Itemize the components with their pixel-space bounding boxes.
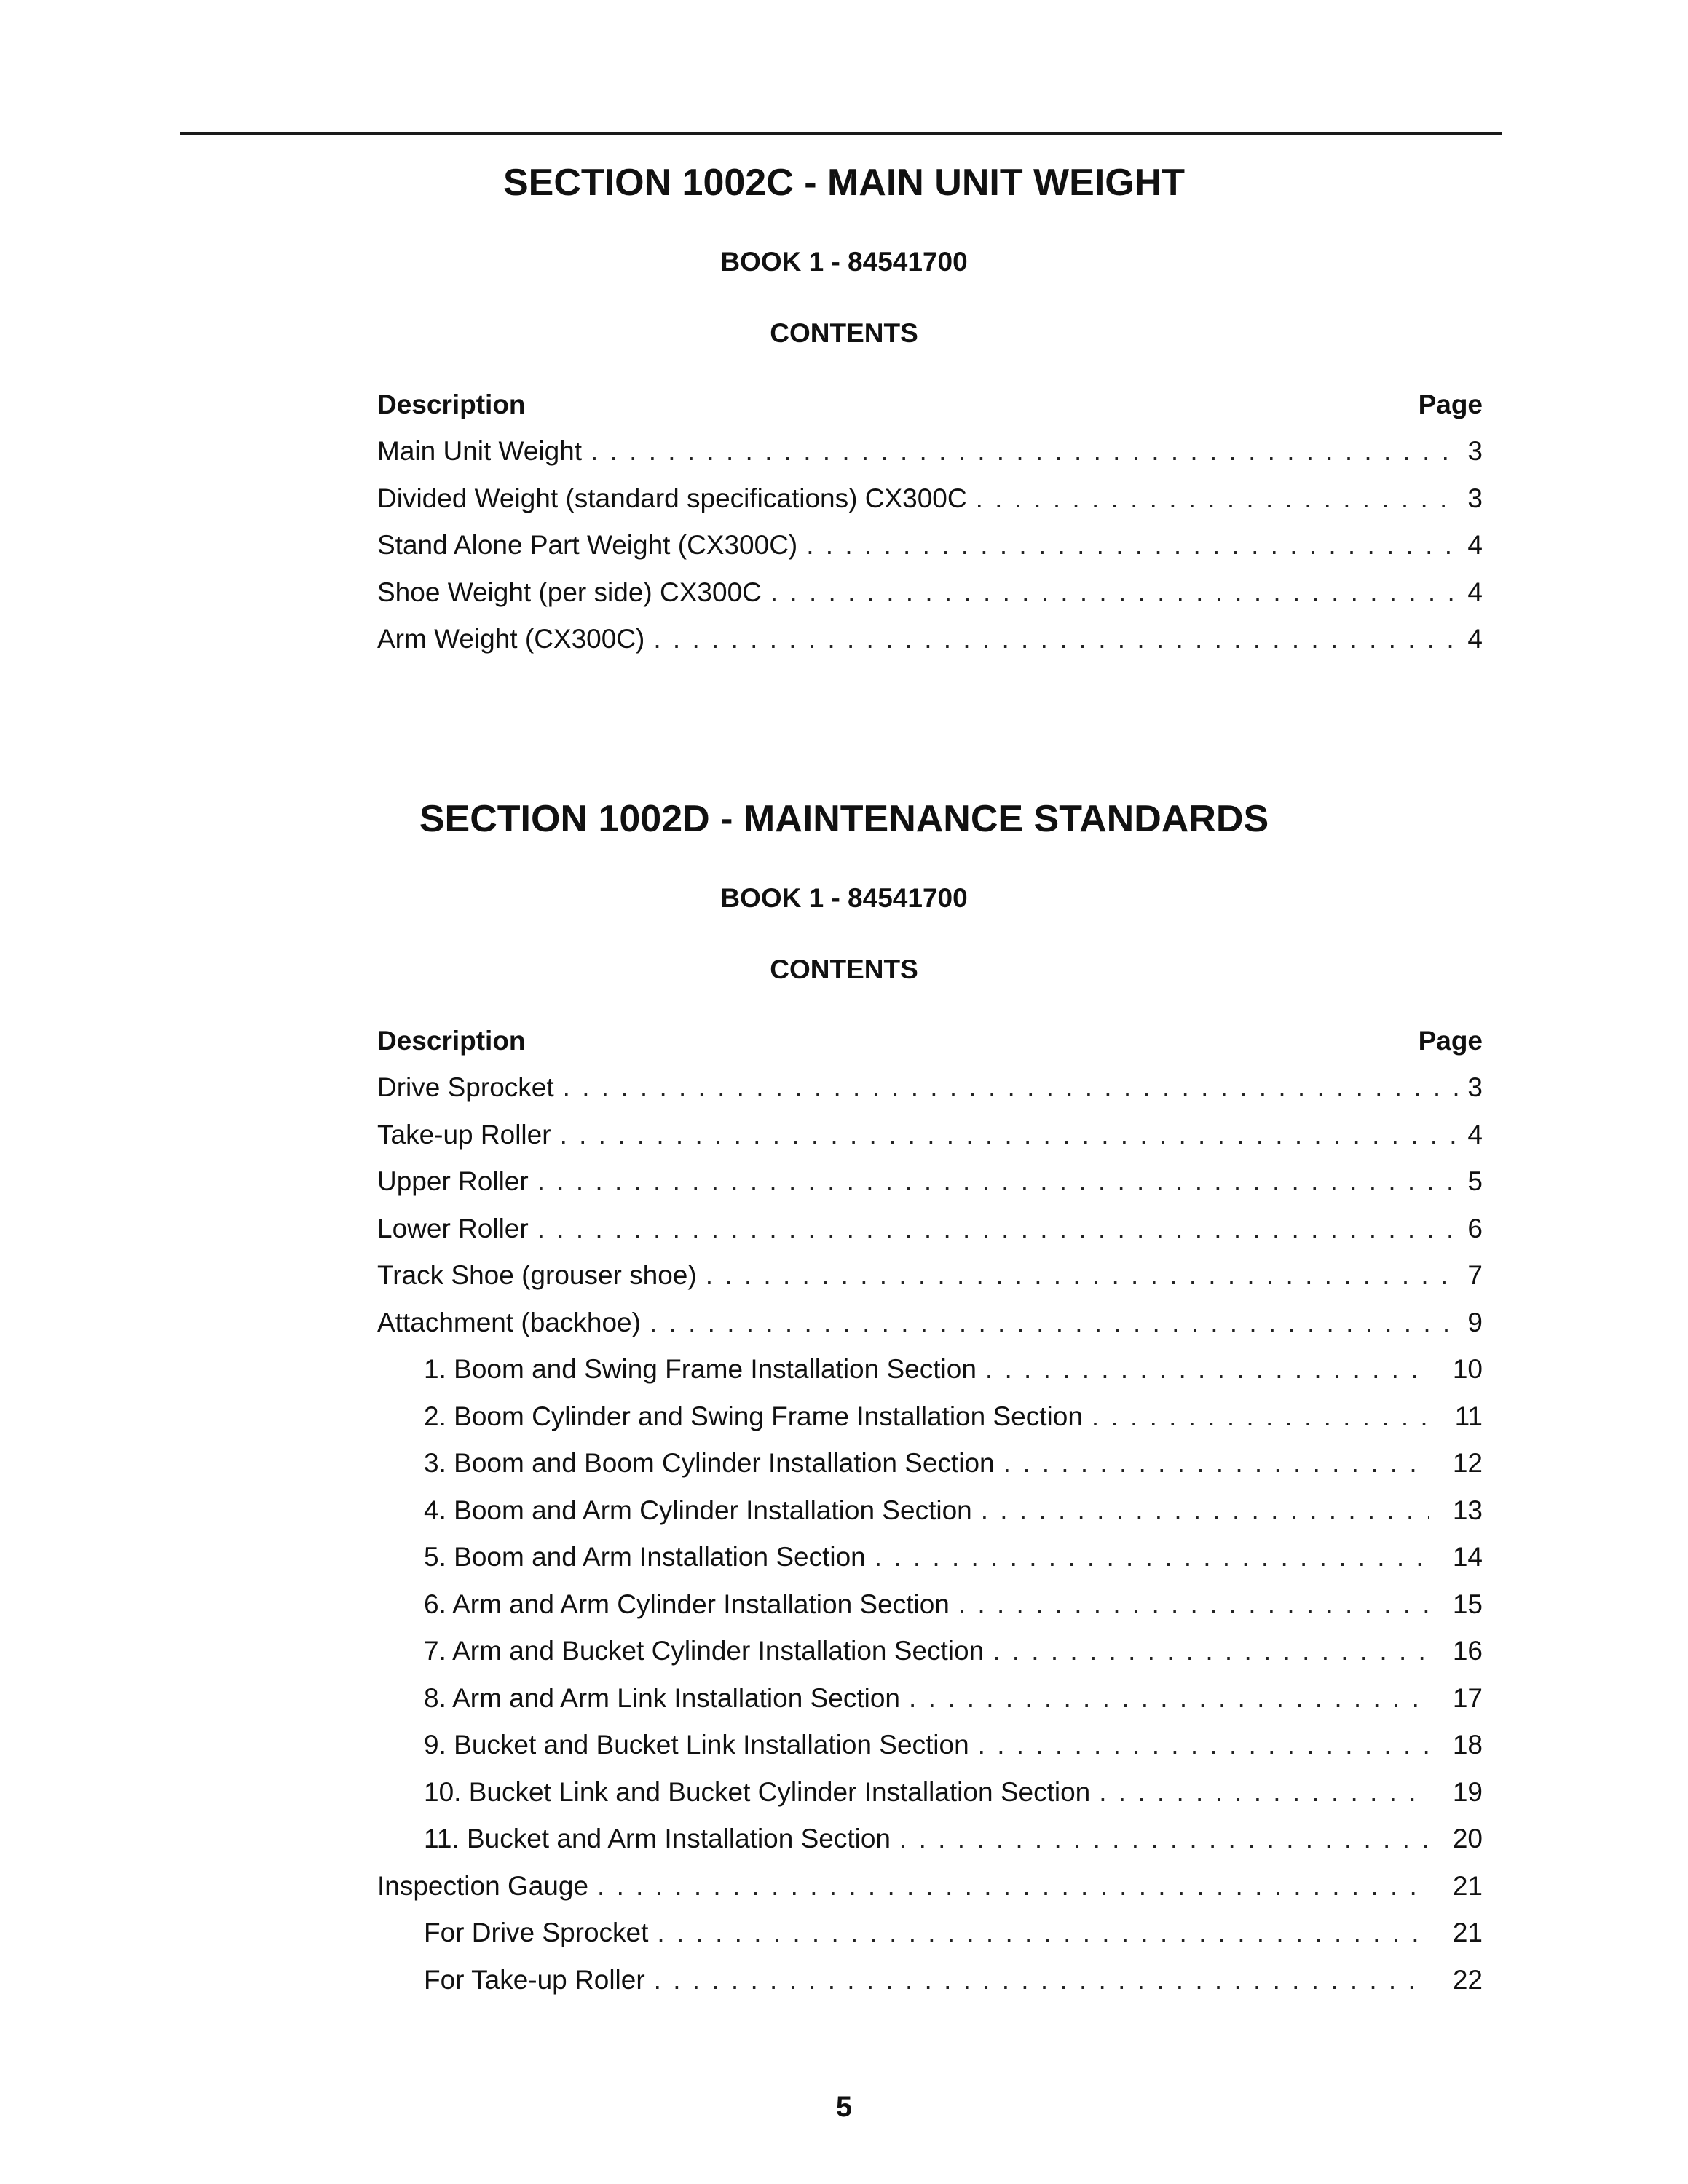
toc-entry-label: Upper Roller [377, 1166, 529, 1196]
dot-leader [806, 529, 1462, 561]
toc-entry[interactable] [377, 1213, 1483, 1260]
toc-subentry[interactable] [377, 1917, 1483, 1964]
toc-entry[interactable] [377, 1072, 1483, 1119]
toc-entry[interactable] [377, 1166, 1483, 1213]
page-number: 5 [835, 2091, 853, 2123]
dot-leader [1092, 1401, 1429, 1433]
toc-entry-label: Shoe Weight (per side) CX300C [377, 577, 762, 607]
toc-entry[interactable] [377, 483, 1483, 530]
dot-leader [537, 1213, 1462, 1245]
toc-entry-page: 7 [1467, 1260, 1483, 1290]
toc-entry-label: 4. Boom and Arm Cylinder Installation Section [424, 1495, 972, 1525]
toc-entry-label: Arm Weight (CX300C) [377, 624, 645, 654]
toc-header [377, 389, 1483, 421]
toc-subentry[interactable] [377, 1447, 1483, 1495]
dot-leader [899, 1823, 1429, 1855]
toc-subentry[interactable] [377, 1682, 1483, 1730]
dot-leader [958, 1588, 1429, 1621]
dot-leader [706, 1259, 1462, 1291]
contents-heading: CONTENTS [770, 954, 918, 984]
dot-leader [563, 1072, 1462, 1104]
toc-entry-label: 6. Arm and Arm Cylinder Installation Section [424, 1588, 950, 1619]
toc-entry-page: 12 [1452, 1448, 1483, 1478]
dot-leader [976, 483, 1462, 515]
toc-entry-page: 4 [1467, 530, 1483, 560]
dot-leader [650, 1307, 1462, 1339]
toc-entry[interactable] [377, 529, 1483, 577]
toc-entry-label: Lower Roller [377, 1213, 529, 1243]
toc-entry-label: 5. Boom and Arm Installation Section [424, 1542, 866, 1572]
toc-entry-page: 20 [1452, 1824, 1483, 1853]
dot-leader [1099, 1776, 1429, 1808]
dot-leader [1003, 1447, 1429, 1479]
toc-entry-page: 21 [1452, 1918, 1483, 1947]
toc-entry-page: 4 [1467, 577, 1483, 607]
dot-leader [537, 1166, 1462, 1198]
toc-entry-label: Take-up Roller [377, 1119, 551, 1150]
toc-entry[interactable] [377, 1307, 1483, 1354]
toc-entry-label: 8. Arm and Arm Link Installation Section [424, 1682, 901, 1713]
section-main-unit-weight [0, 160, 1688, 670]
toc-entry[interactable] [377, 623, 1483, 670]
dot-leader [875, 1541, 1429, 1573]
dot-leader [909, 1682, 1429, 1714]
toc-entry-page: 5 [1467, 1166, 1483, 1196]
toc-entry-page: 3 [1467, 436, 1483, 466]
toc-entry-label: 10. Bucket Link and Bucket Cylinder Installation Section [424, 1776, 1091, 1807]
dot-leader [654, 1964, 1429, 1996]
top-rule [180, 132, 1502, 135]
page-header: Page [1418, 389, 1483, 419]
book-number: BOOK 1 - 84541700 [720, 883, 968, 913]
toc-entry-page: 14 [1452, 1542, 1483, 1572]
toc-entry-page: 3 [1467, 483, 1483, 513]
toc-entry-label: 2. Boom Cylinder and Swing Frame Installation Section [424, 1401, 1083, 1431]
toc-subentry[interactable] [377, 1495, 1483, 1542]
toc-entry[interactable] [377, 1119, 1483, 1166]
toc-subentry[interactable] [377, 1353, 1483, 1401]
toc-entry-page: 13 [1452, 1495, 1483, 1525]
dot-leader [770, 577, 1462, 609]
toc-subentry[interactable] [377, 1964, 1483, 2011]
toc-entry-label: Main Unit Weight [377, 436, 583, 466]
toc-entry[interactable] [377, 435, 1483, 483]
toc-entry-page: 9 [1467, 1307, 1483, 1337]
toc-entry-page: 21 [1452, 1870, 1483, 1901]
toc-entry-page: 15 [1452, 1588, 1483, 1619]
toc-subentry[interactable] [377, 1635, 1483, 1682]
toc-entry-label: Inspection Gauge [377, 1870, 589, 1901]
toc-entry-page: 3 [1467, 1072, 1483, 1102]
toc-entry[interactable] [377, 1870, 1483, 1918]
toc-entry-label: Attachment (backhoe) [377, 1307, 641, 1337]
contents-heading: CONTENTS [770, 318, 918, 348]
dot-leader [560, 1119, 1462, 1151]
toc-entry-page: 18 [1452, 1730, 1483, 1760]
toc-entry-page: 16 [1452, 1636, 1483, 1666]
description-header: Description [377, 1026, 526, 1056]
toc-subentry[interactable] [377, 1823, 1483, 1870]
toc-entry-label: 11. Bucket and Arm Installation Section [424, 1824, 891, 1853]
toc-subentry[interactable] [377, 1541, 1483, 1588]
toc-entry-label: 7. Arm and Bucket Cylinder Installation Section [424, 1636, 985, 1666]
toc-entry-label: Divided Weight (standard specifications) CX300C [377, 483, 967, 513]
toc-subentry[interactable] [377, 1776, 1483, 1824]
dot-leader [653, 623, 1462, 655]
toc [377, 1025, 1483, 2011]
toc [377, 389, 1483, 670]
section-maintenance-standards [0, 796, 1688, 2011]
toc-header [377, 1025, 1483, 1057]
toc-entry[interactable] [377, 577, 1483, 624]
toc-entry-label: 1. Boom and Swing Frame Installation Section [424, 1354, 977, 1384]
toc-entry-page: 4 [1467, 624, 1483, 654]
toc-entry-page: 22 [1452, 1964, 1483, 1995]
description-header: Description [377, 389, 526, 419]
toc-entry-page: 10 [1452, 1354, 1483, 1384]
toc-entry-page: 4 [1467, 1119, 1483, 1150]
book-number: BOOK 1 - 84541700 [720, 247, 968, 277]
toc-entry-label: Stand Alone Part Weight (CX300C) [377, 530, 798, 560]
toc-entry-label: Drive Sprocket [377, 1072, 554, 1102]
section-title: SECTION 1002C - MAIN UNIT WEIGHT [502, 162, 1186, 204]
dot-leader [985, 1353, 1429, 1385]
toc-entry-page: 17 [1452, 1682, 1483, 1713]
dot-leader [597, 1870, 1429, 1902]
section-title: SECTION 1002D - MAINTENANCE STANDARDS [419, 798, 1269, 840]
toc-subentry[interactable] [377, 1729, 1483, 1776]
toc-entry-label: 3. Boom and Boom Cylinder Installation Section [424, 1448, 995, 1478]
dot-leader [993, 1635, 1429, 1667]
dot-leader [978, 1729, 1429, 1761]
toc-entry-label: Track Shoe (grouser shoe) [377, 1260, 697, 1290]
toc-entry-label: 9. Bucket and Bucket Link Installation Section [424, 1730, 969, 1760]
toc-entry[interactable] [377, 1259, 1483, 1307]
dot-leader [981, 1495, 1429, 1527]
page-header: Page [1418, 1026, 1483, 1056]
toc-subentry[interactable] [377, 1588, 1483, 1636]
dot-leader [591, 435, 1462, 467]
toc-subentry[interactable] [377, 1401, 1483, 1448]
toc-entry-label: For Take-up Roller [424, 1964, 645, 1995]
dot-leader [657, 1917, 1429, 1949]
toc-entry-page: 11 [1454, 1401, 1483, 1431]
toc-entry-page: 19 [1452, 1776, 1483, 1807]
toc-entry-label: For Drive Sprocket [424, 1918, 649, 1947]
toc-entry-page: 6 [1467, 1213, 1483, 1243]
